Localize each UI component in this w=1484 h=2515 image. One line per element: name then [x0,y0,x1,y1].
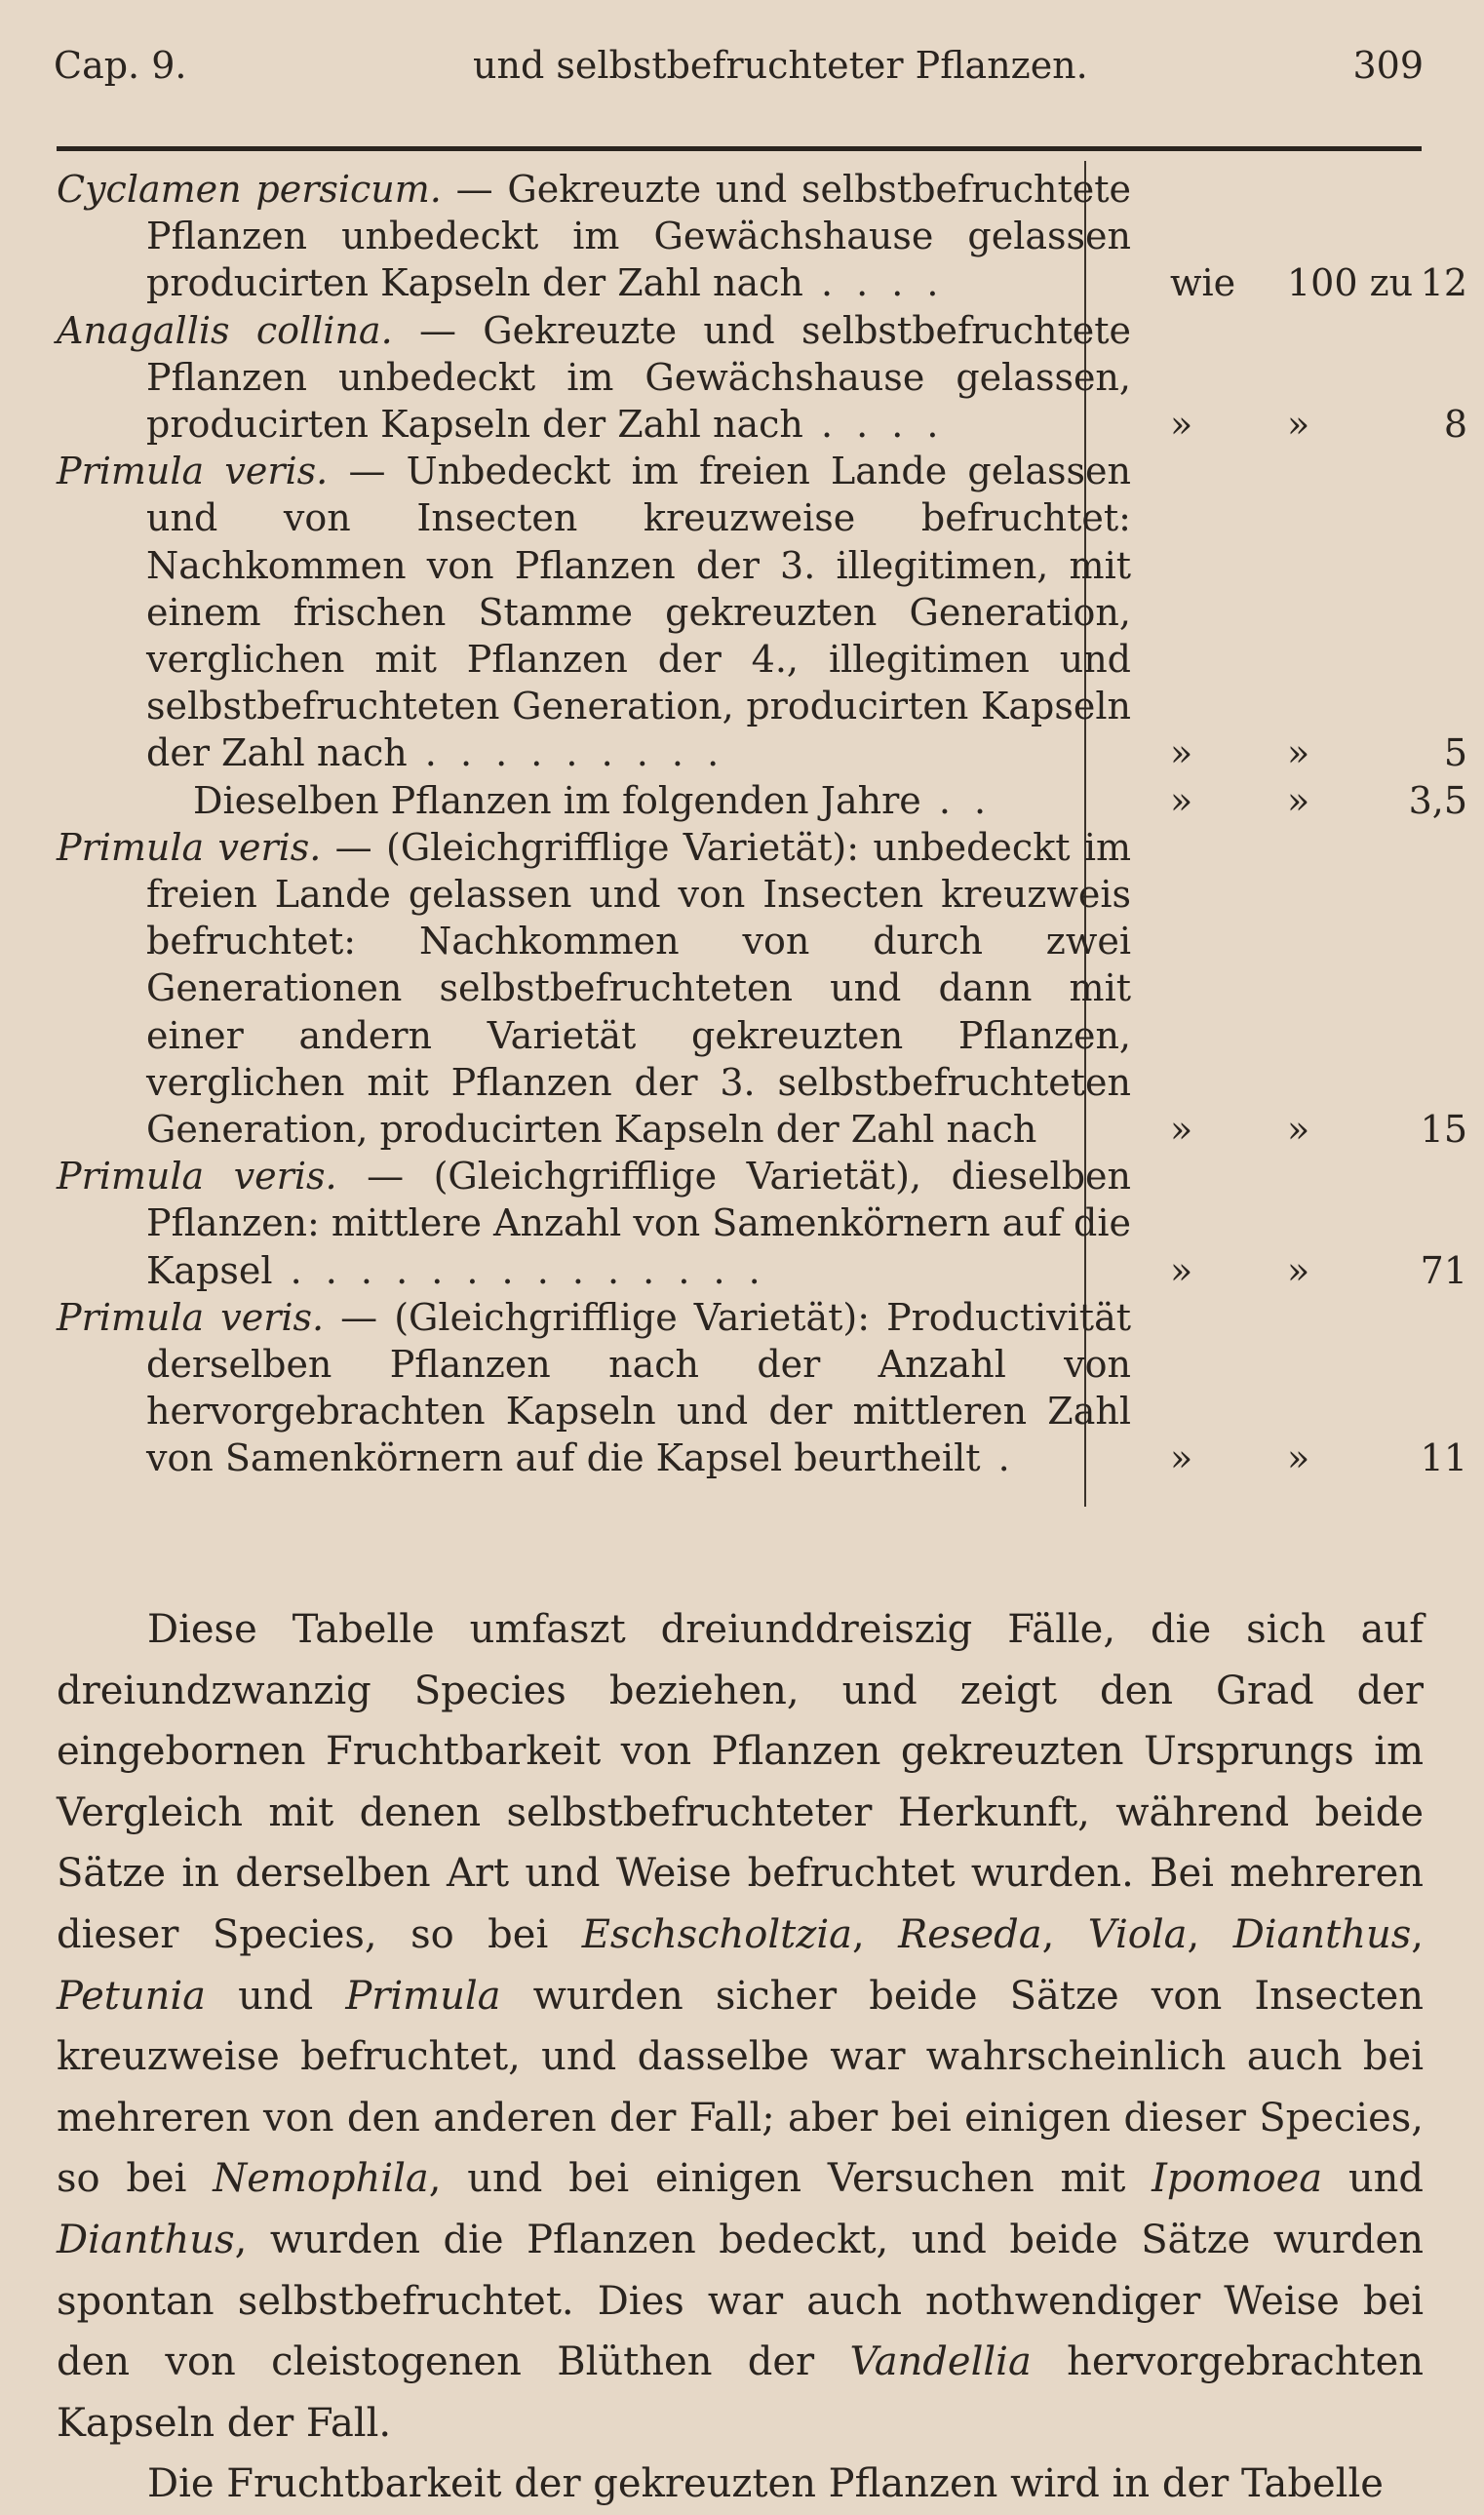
row-ratio: » » 15 [1170,1108,1467,1152]
row-ratio: » » 11 [1170,1436,1467,1480]
table-row [57,307,1467,449]
species-name: Primula veris. [57,450,329,493]
body-text [57,1599,1424,2515]
row-ratio: » » 3,5 [1170,778,1467,822]
row-ratio: wie 100 zu 12 [1170,261,1467,305]
row-description: Anagallis collina. — Gekreuzte und selbstbefruchtete Pflanzen unbedeckt im Gewächshause gelassen, producirten Kapseln der Zahl nach . . . . [57,308,1131,447]
row-description: Primula veris. — (Gleichgrifflige Varietät), dieselben Pflanzen: mittlere Anzahl von Samenkörnern auf die Kapsel . . . . . . . . . . . . . . [57,1155,1131,1292]
row-description: Primula veris. — Unbedeckt im freien Lande gelassen und von Insecten kreuzweise befruchtet: Nachkommen von Pflanzen der 3. illegitimen, mit einem frischen Stamme gekreuzten Generation, verglichen mit Pflanzen der 4., illegitimen und selbstbefruchteten Generation, producirten Kapseln der Zahl nach . . . . . . . . . [57,450,1131,775]
genus-name: Dianthus [57,2217,235,2262]
chapter-label: Cap. 9. [54,44,187,87]
table-row [57,166,1467,307]
paragraph: Diese Tabelle umfaszt dreiunddreiszig Fälle, die sich auf dreiundzwanzig Species beziehen, und zeigt den Grad der eingebornen Fruchtbarkeit von Pflanzen gekreuzten Ursprungs im Vergleich mit denen selbstbefruchteter Herkunft, während beide Sätze in derselben Art und Weise befruchtet wurden. Bei mehreren dieser Species, so bei Eschscholtzia, Reseda, Viola, Dianthus, Petunia und Primula wurden sicher beide Sätze von Insecten kreuzweise befruchtet, und dasselbe war wahrscheinlich auch bei mehreren von den anderen der Fall; aber bei einigen dieser Species, so bei Nemophila, und bei einigen Versuchen mit Ipomoea und Dianthus, wurden die Pflanzen bedeckt, und beide Sätze wurden spontan selbstbefruchtet. Dies war auch nothwendiger Weise bei den von cleistogenen Blüthen der Vandellia hervorgebrachten Kapseln der Fall. [57,1607,1425,2446]
page-number: 309 [1352,44,1424,87]
row-ratio: » » 71 [1170,1248,1467,1292]
fertility-table [57,166,1467,1482]
genus-name: Viola [1087,1911,1188,1957]
running-header [54,44,1424,102]
genus-name: Vandellia [849,2339,1032,2385]
genus-name: Primula [345,1973,501,2019]
table-row [57,1153,1467,1294]
table-row [57,777,1467,824]
row-ratio: » » 5 [1170,731,1467,775]
species-name: Anagallis collina. [57,308,393,352]
header-rule [57,146,1422,151]
genus-name: Ipomoea [1152,2156,1323,2202]
species-name: Primula veris. [57,1155,337,1199]
table-row [57,1294,1467,1482]
running-title: und selbstbefruchteter Pflanzen. [473,44,1088,87]
table-row [57,448,1467,776]
paragraph: Die Fruchtbarkeit der gekreuzten Pflanzen wird in der Tabelle [147,2461,1384,2507]
genus-name: Nemophila [213,2156,429,2202]
genus-name: Petunia [57,1973,207,2019]
species-name: Primula veris. [57,825,322,869]
row-description: Cyclamen persicum. — Gekreuzte und selbstbefruchtete Pflanzen unbedeckt im Gewächshause gelassen producirten Kapseln der Zahl nach . . . . [57,168,1131,305]
genus-name: Dianthus [1232,1911,1412,1957]
species-name: Primula veris. [57,1295,325,1339]
genus-name: Eschscholtzia [581,1911,852,1957]
row-description: Dieselben Pflanzen im folgenden Jahre . . [193,778,993,822]
species-name: Cyclamen persicum. [57,168,442,211]
row-description: Primula veris. — (Gleichgrifflige Varietät): Productivität derselben Pflanzen nach der Anzahl von hervorgebrachten Kapseln und der mittleren Zahl von Samenkörnern auf die Kapsel beurtheilt . [57,1295,1132,1480]
row-description: Primula veris. — (Gleichgrifflige Varietät): unbedeckt im freien Lande gelassen und von Insecten kreuzweis befruchtet: Nachkommen von durch zwei Generationen selbstbefruchteten und dann mit einer andern Varietät gekreuzten Pflanzen, verglichen mit Pflanzen der 3. selbstbefruchteten Generation, producirten Kapseln der Zahl nach [57,825,1132,1152]
table-row [57,824,1467,1153]
row-ratio: » » 8 [1170,403,1467,447]
genus-name: Reseda [898,1911,1042,1957]
